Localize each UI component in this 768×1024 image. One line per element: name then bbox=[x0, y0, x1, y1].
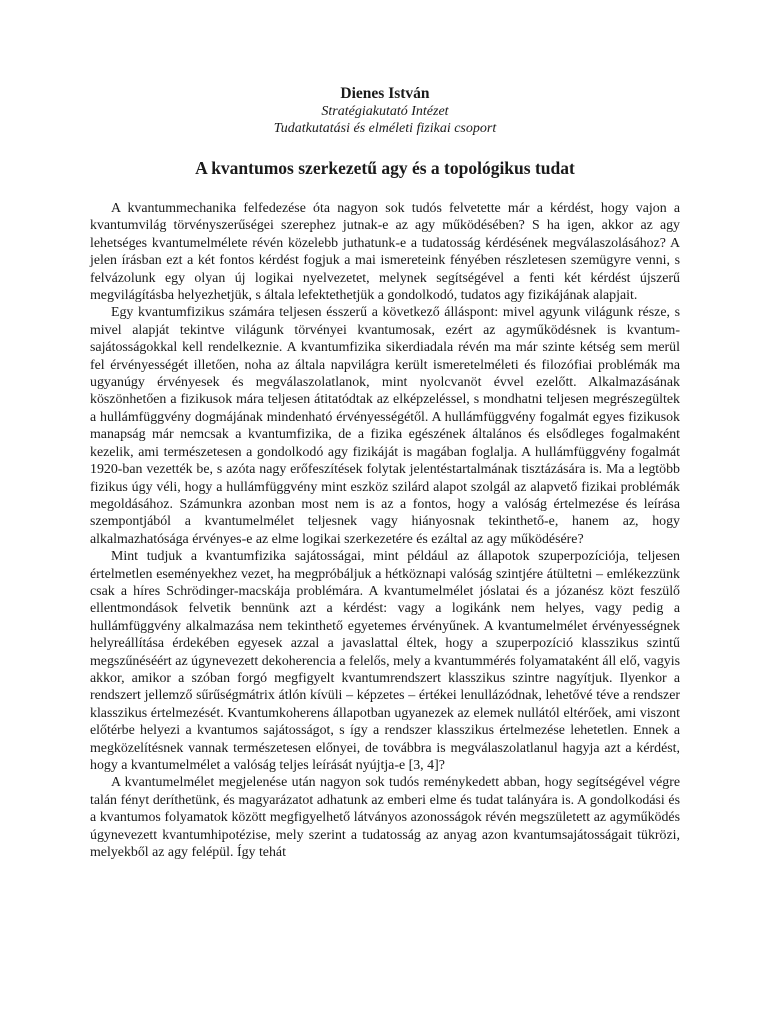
paragraph-2: Egy kvantumfizikus számára teljesen ésszerű a következő álláspont: mivel agyunk világunk része, s mivel alapját tekintve világunk törvényei kvantumosak, ezért az agyműködésnek is kvantum-sajátosságokkal kell rendelkeznie. A kvantumfizika sikerdiadala révén ma már szinte kétség sem merül fel érvényességét illetően, noha az általa napvilágra került ismeretelméleti és filozófiai problémák ma ugyanúgy érvényesek és megválaszolatlanok, mint nyolcvanöt évvel ezelőtt. Alkalmazásának köszönhetően a fizikusok mára teljesen átitatódtak az elképzeléssel, s mondhatni teljesen megrészegültek a hullámfüggvény dogmájának mindenható érvényességétől. A hullámfüggvény fogalmát egyes fizikusok manapság már nemcsak a kvantumfizika, de a fizika egészének általános és elsődleges fogalmaként kezelik, ami természetesen a gondolkodó agy fizikáját is magában foglalja. A hullámfüggvény fogalmát 1920-ban vezették be, s azóta nagy erőfeszítések folytak jelentéstartalmának tisztázására is. Ma a legtöbb fizikus úgy véli, hogy a hullámfüggvény mint eszköz szilárd alapot szolgál az alapvető fizikai problémák megoldásához. Számunkra azonban most nem is az a fontos, hogy a valóság értelmezése és leírása szempontjából a kvantumelmélet teljesnek vagy hiányosnak tekinthető-e, hanem az, hogy alkalmazhatósága érvényes-e az elme logikai szerkezetére és ezáltal az agy működésére? bbox=[90, 305, 680, 547]
paragraph-4: A kvantumelmélet megjelenése után nagyon sok tudós reménykedett abban, hogy segítségével végre talán fényt deríthetünk, és magyarázatot adhatunk az emberi elme és tudat talányára is. A gondolkodási és a kvantumos folyamatok között megfigyelhető látványos azonosságok révén megszületett az agyműködés úgynevezett kvantumhipotézise, mely szerint a tudatosság az anyag azon kvantumsajátosságait tükrözi, melyekből az agy felépül. Így tehát bbox=[90, 775, 680, 861]
author-name: Dienes István bbox=[340, 85, 430, 102]
document-page bbox=[90, 84, 680, 861]
research-group: Tudatkutatási és elméleti fizikai csoport bbox=[273, 121, 497, 136]
paragraph-1: A kvantummechanika felfedezése óta nagyon sok tudós felvetette már a kérdést, hogy vajon a kvantumvilág törvényszerűségei szerephez jutnak-e az agy működésében? S ha igen, akkor az agy lehetséges kvantumelmélete révén közelebb juthatunk-e a tudatosság kérdésének megválaszolásához? A jelen írásban ezt a két fontos kérdést fogjuk a mai ismereteink fényében részletesen szemügyre venni, s felvázolunk egy olyan új logikai nyelvezetet, melynek segítségével a fenti két kérdést újszerű megvilágításba helyezhetjük, s általa lefektethetjük a gondolkodó, tudatos agy fizikájának alapjait. bbox=[90, 201, 680, 304]
paper-title: A kvantumos szerkezetű agy és a topológikus tudat bbox=[195, 158, 575, 178]
paragraph-3: Mint tudjuk a kvantumfizika sajátosságai, mint például az állapotok szuperpozíciója, teljesen értelmetlen eseményekhez vezet, ha megpróbáljuk a hétköznapi valóság szintjére átültetni – emlékezzünk csak a híres Schrödinger-macskája problémára. A kvantumelmélet jóslatai és a józanész közt feszülő ellentmondások felvetik bennünk azt a kérdést: vagy a logikánk nem helyes, vagy pedig a hullámfüggvény alkalmazása nem tekinthető egyetemes érvényűnek. A kvantumelmélet érvényességnek helyreállítása érdekében egyesek azzal a javaslattal éltek, hogy a szuperpozíció klasszikus szintű megszűnéséért az úgynevezett dekoherencia a felelős, mely a kvantummérés folyamataként áll elő, vagyis akkor, amikor a szóban forgó megfigyelt kvantumrendszert klasszikus szintre nagyítjuk. Ilyenkor a rendszert jellemző sűrűségmátrix átlón kívüli – képzetes – értékei lenullázódnak, lehetővé téve a rendszer klasszikus értelmezését. Kvantumkoherens állapotban ugyanezek az elemek nullától eltérőek, ami viszont előtérbe helyezi a kvantumos sajátosságot, s így a rendszer klasszikus értelmezése lehetetlen. Ennek a megközelítésnek vannak természetesen előnyei, de továbbra is megválaszolatlanul hagyja azt a kérdést, hogy a kvantumelmélet a valóság teljes leírását nyújtja-e [3, 4]? bbox=[90, 549, 680, 773]
institute-name: Stratégiakutató Intézet bbox=[321, 104, 449, 119]
